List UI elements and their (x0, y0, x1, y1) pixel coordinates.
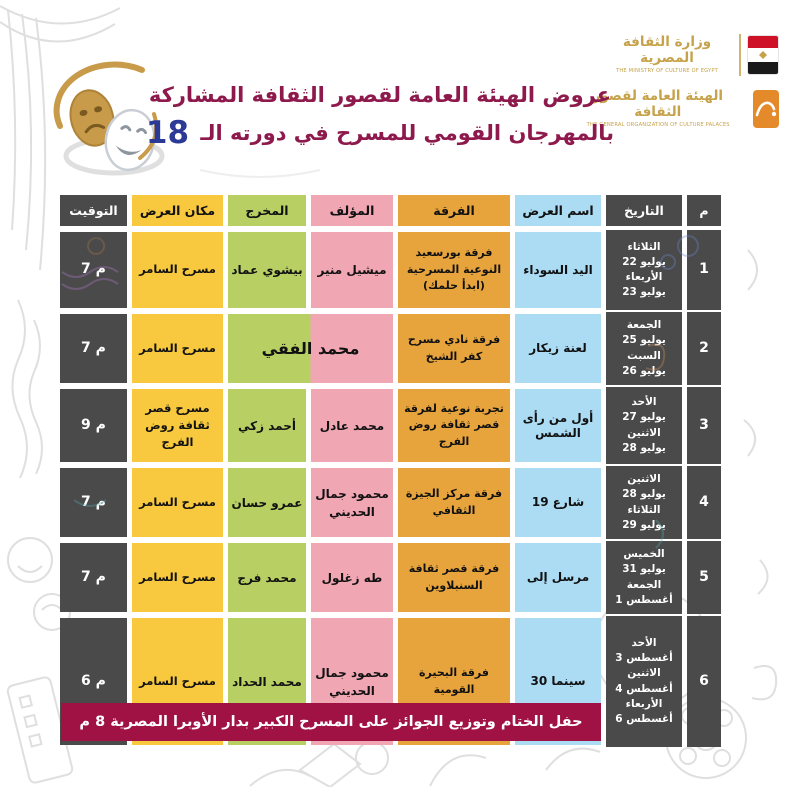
date-line: 1 أغسطس (615, 593, 673, 606)
ministry-name-ar: وزارة الثقافة المصرية (622, 34, 712, 66)
date-line: 28 يوليو (622, 441, 666, 454)
date-line: الثلاثاء (627, 503, 661, 516)
date-line: 3 أغسطس (615, 652, 673, 665)
show-name-cell: لعنة زيكار (515, 314, 601, 383)
venue-cell: مسرح السامر (132, 468, 223, 537)
time-cell: 7 م (60, 543, 127, 612)
row-number: 5 (687, 541, 721, 614)
date-cell (606, 230, 682, 310)
show-name-cell: مرسل إلى (515, 543, 601, 612)
organization-emblem-icon (753, 90, 779, 128)
row-number: 6 (687, 616, 721, 747)
ministry-name-en: THE MINISTRY OF CULTURE OF EGYPT (616, 67, 718, 74)
title-line2 (140, 112, 620, 155)
column-header-date: التاريخ (606, 195, 682, 226)
date-line: الاثنين (627, 473, 661, 486)
date-line: 26 يوليو (622, 364, 666, 377)
date-cell (606, 616, 682, 747)
director-cell: محمد فرج (228, 543, 306, 612)
troupe-cell: تجربة نوعية لفرقة قصر ثقافة روض الفرج (398, 389, 510, 462)
date-line: 31 يوليو (622, 563, 666, 576)
venue-cell: مسرح السامر (132, 543, 223, 612)
date-line: 22 يوليو (622, 255, 666, 268)
venue-cell: مسرح السامر (132, 618, 223, 745)
column-header-num: م (687, 195, 721, 226)
title-line1: عروض الهيئة العامة لقصور الثقافة المشاركة (148, 83, 612, 107)
column-header-author: المؤلف (311, 195, 393, 226)
row-number: 3 (687, 387, 721, 464)
author-cell: ميشيل منير (311, 232, 393, 308)
time-cell: 7 م (60, 314, 127, 383)
edition-number: 18 (145, 114, 190, 151)
column-header-show: اسم العرض (515, 195, 601, 226)
time-cell: 7 م (60, 232, 127, 308)
troupe-cell: فرقة بورسعيد النوعية المسرحية (ابدأ حلمك) (398, 232, 510, 308)
director-cell: عمرو حسان (228, 468, 306, 537)
director-cell: محمد الحداد (228, 618, 306, 745)
logos-block (586, 34, 779, 130)
date-cell (606, 541, 682, 614)
date-line: 27 يوليو (622, 411, 666, 424)
date-line: الأربعاء (625, 271, 663, 283)
date-line: 29 يوليو (622, 518, 666, 531)
date-line: الاثنين (627, 426, 661, 439)
date-line: الخميس (623, 548, 665, 561)
column-header-venue: مكان العرض (132, 195, 223, 226)
time-cell: 9 م (60, 389, 127, 462)
schedule-table (60, 195, 721, 748)
director-cell: بيشوي عماد (228, 232, 306, 308)
venue-cell: مسرح قصر ثقافة روض الفرج (132, 389, 223, 462)
venue-cell: مسرح السامر (132, 232, 223, 308)
author-director-merged-cell: محمد الفقي (228, 314, 393, 383)
date-line: 25 يوليو (622, 334, 666, 347)
time-cell: 7 م (60, 468, 127, 537)
organization-name-en: THE GENERAL ORGANIZATION OF CULTURE PALACES (586, 121, 730, 128)
show-name-cell: شارع 19 (515, 468, 601, 537)
time-cell: 6 م (60, 618, 127, 745)
date-line: الجمعة (626, 578, 662, 591)
date-line: الجمعة (626, 319, 662, 332)
date-line: 23 يوليو (622, 286, 666, 299)
troupe-cell: فرقة قصر ثقافة السنبلاوين (398, 543, 510, 612)
venue-cell: مسرح السامر (132, 314, 223, 383)
date-cell (606, 312, 682, 385)
author-cell: طه زغلول (311, 543, 393, 612)
date-line: الثلاثاء (627, 240, 661, 253)
date-line: الأحد (631, 396, 657, 409)
ministry-logo (601, 34, 779, 76)
column-header-director: المخرج (228, 195, 306, 226)
author-cell: محمود جمال الحديني (311, 618, 393, 745)
show-name-cell: اليد السوداء (515, 232, 601, 308)
date-cell (606, 466, 682, 539)
date-line: 6 أغسطس (615, 712, 673, 725)
date-line: الاثنين (627, 667, 661, 680)
troupe-cell: فرقة البحيرة القومية (398, 618, 510, 745)
column-header-troupe: الفرقة (398, 195, 510, 226)
troupe-cell: فرقة مركز الجيزة الثقافي (398, 468, 510, 537)
date-line: السبت (627, 349, 661, 362)
date-line: الأربعاء (625, 697, 663, 710)
title-line2-text: بالمهرجان القومي للمسرح في دورته الـ (200, 120, 615, 145)
show-name-cell: أول من رأى الشمس (515, 389, 601, 462)
row-number: 4 (687, 466, 721, 539)
date-cell (606, 387, 682, 464)
logo-divider (739, 34, 741, 76)
show-name-cell: سينما 30 (515, 618, 601, 745)
row-number: 2 (687, 312, 721, 385)
director-cell: أحمد زكي (228, 389, 306, 462)
organization-logo (586, 88, 779, 130)
date-line: الأحد (631, 636, 657, 649)
column-header-time: التوقيت (60, 195, 127, 226)
troupe-cell: فرقة نادي مسرح كفر الشيخ (398, 314, 510, 383)
author-cell: محمود جمال الحديني (311, 468, 393, 537)
row-number: 1 (687, 230, 721, 310)
closing-ceremony-banner: حفل الختام وتوزيع الجوائز على المسرح الكبير بدار الأوبرا المصرية 8 م (61, 703, 601, 741)
author-cell: محمد عادل (311, 389, 393, 462)
date-line: 28 يوليو (622, 488, 666, 501)
date-line: 4 أغسطس (615, 682, 673, 695)
organization-name-ar: الهيئة العامة لقصور الثقافة (592, 88, 724, 120)
egypt-flag-icon (747, 35, 779, 75)
poster-title (140, 80, 620, 155)
